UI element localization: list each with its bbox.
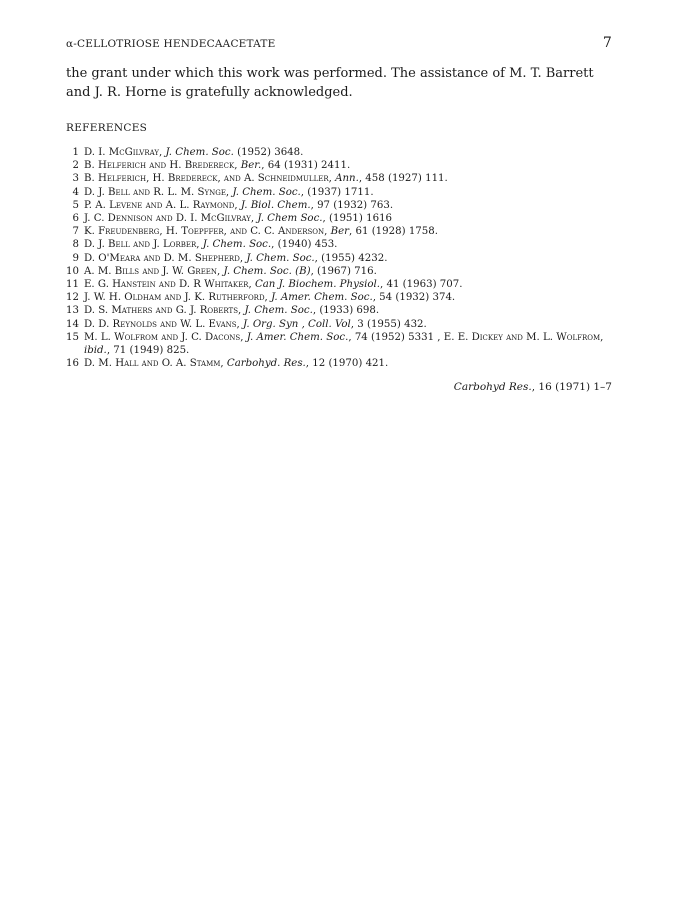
- reference-number: 16: [66, 358, 79, 370]
- reference-authors: J. W. H. Oldham and J. K. Rutherford,: [84, 292, 268, 304]
- reference-journal-ibid: ibid.: [84, 345, 107, 357]
- reference-number: 3: [72, 173, 79, 185]
- reference-authors: E. G. Hanstein and D. R Whitaker,: [84, 279, 252, 291]
- reference-number: 11: [66, 279, 79, 291]
- reference-authors: D. O'Meara and D. M. Shepherd,: [84, 252, 244, 264]
- journal-citation-footer: [454, 381, 612, 393]
- reference-item: [66, 291, 612, 304]
- reference-details: , (1955) 4232.: [314, 252, 388, 264]
- reference-authors: B. Helferich, H. Bredereck, and A. Schneidmuller,: [84, 173, 332, 185]
- reference-number: 15: [66, 331, 79, 343]
- reference-number: 14: [66, 318, 79, 330]
- footer-details: , 16 (1971) 1–7: [531, 381, 612, 393]
- reference-journal: J. Chem Soc.: [257, 213, 323, 225]
- reference-details: , 64 (1931) 2411.: [261, 160, 351, 172]
- reference-journal: J. Org. Syn , Coll. Vol: [243, 318, 351, 330]
- reference-item: [66, 357, 612, 370]
- reference-journal: Can J. Biochem. Physiol.: [254, 279, 380, 291]
- reference-authors: M. L. Wolfrom and J. C. Dacons,: [84, 331, 244, 343]
- reference-item: [66, 252, 612, 265]
- running-head-title: α-CELLOTRIOSE HENDECAACETATE: [66, 38, 276, 50]
- reference-item: [66, 238, 612, 251]
- reference-details: , (1933) 698.: [312, 305, 380, 317]
- reference-details: , 3 (1955) 432.: [350, 318, 427, 330]
- reference-journal: J. Amer. Chem. Soc.: [271, 292, 373, 304]
- reference-journal: Ber.: [240, 160, 262, 172]
- reference-number: 9: [72, 252, 79, 264]
- reference-details: , 54 (1932) 374.: [372, 292, 456, 304]
- reference-journal: J. Chem. Soc.: [165, 147, 234, 158]
- reference-authors: D. J. Bell and R. L. M. Synge,: [84, 186, 230, 198]
- reference-journal: J. Chem. Soc.: [244, 305, 313, 317]
- references-heading: REFERENCES: [66, 122, 148, 134]
- reference-details: , 97 (1932) 763.: [310, 199, 394, 211]
- reference-details: , 41 (1963) 707.: [379, 279, 463, 291]
- reference-item: [66, 199, 612, 212]
- reference-item: [66, 186, 612, 199]
- reference-item: [66, 318, 612, 331]
- reference-journal: J. Chem. Soc.: [232, 186, 301, 198]
- reference-number: 4: [72, 186, 79, 198]
- reference-details: , 12 (1970) 421.: [305, 358, 389, 370]
- reference-authors: P. A. Levene and A. L. Raymond,: [84, 199, 238, 211]
- reference-authors: K. Freudenberg, H. Toepffer, and C. C. Anderson,: [84, 226, 328, 238]
- reference-details: , 458 (1927) 111.: [358, 173, 448, 185]
- reference-journal: J. Chem. Soc. (B): [223, 265, 311, 277]
- reference-number: 8: [72, 239, 79, 251]
- reference-authors: D. J. Bell and J. Lorber,: [84, 239, 200, 251]
- reference-number: 13: [66, 305, 79, 317]
- reference-authors: D. D. Reynolds and W. L. Evans,: [84, 318, 240, 330]
- reference-number: 6: [72, 213, 79, 225]
- reference-item: [66, 331, 612, 357]
- reference-details: , 61 (1928) 1758.: [349, 226, 438, 238]
- reference-number: 7: [72, 226, 79, 238]
- reference-authors: B. Helferich and H. Bredereck,: [84, 160, 238, 172]
- reference-authors: D. S. Mathers and G. J. Roberts,: [84, 305, 242, 317]
- reference-number: 12: [66, 292, 79, 304]
- reference-item: [66, 278, 612, 291]
- reference-number: 5: [72, 199, 79, 211]
- reference-item: [66, 212, 612, 225]
- reference-item: [66, 159, 612, 172]
- reference-authors: A. M. Bills and J. W. Green,: [84, 265, 221, 277]
- reference-details: (1952) 3648.: [233, 147, 304, 158]
- reference-details: , (1951) 1616: [322, 213, 393, 225]
- reference-journal: Ber: [330, 226, 350, 238]
- reference-journal: Carbohyd. Res.: [226, 358, 306, 370]
- reference-details: , 74 (1952) 5331 , E. E. Dickey and M. L. Wolfrom,: [348, 331, 604, 343]
- footer-journal: Carbohyd Res.: [453, 381, 532, 393]
- references-list: [66, 146, 612, 370]
- reference-details: , (1937) 1711.: [300, 186, 374, 198]
- reference-authors: J. C. Dennison and D. I. McGilvray,: [84, 213, 255, 225]
- reference-item: [66, 265, 612, 278]
- reference-journal: J. Amer. Chem. Soc.: [246, 331, 349, 343]
- reference-details: , (1940) 453.: [271, 239, 338, 251]
- reference-journal: Ann.: [335, 173, 359, 185]
- reference-item: [66, 304, 612, 317]
- reference-item: [66, 225, 612, 238]
- reference-number: 2: [72, 160, 79, 172]
- reference-number: 10: [66, 265, 79, 277]
- acknowledgement-paragraph: the grant under which this work was performed. The assistance of M. T. Barrett and J. R. Horne is gratefully acknowledged.: [66, 66, 594, 100]
- reference-item: [66, 146, 612, 159]
- reference-item: [66, 172, 612, 185]
- reference-journal: J. Chem. Soc.: [202, 239, 272, 251]
- reference-details-2: , 71 (1949) 825.: [106, 345, 190, 357]
- reference-journal: J. Biol. Chem.: [240, 199, 311, 211]
- reference-number: 1: [72, 147, 79, 158]
- reference-details: , (1967) 716.: [310, 265, 377, 277]
- page-number: 7: [602, 35, 612, 51]
- running-head: [66, 36, 612, 50]
- reference-authors: D. M. Hall and O. A. Stamm,: [84, 358, 224, 370]
- reference-journal: J. Chem. Soc.: [246, 252, 315, 264]
- reference-authors: D. I. McGilvray,: [84, 147, 163, 158]
